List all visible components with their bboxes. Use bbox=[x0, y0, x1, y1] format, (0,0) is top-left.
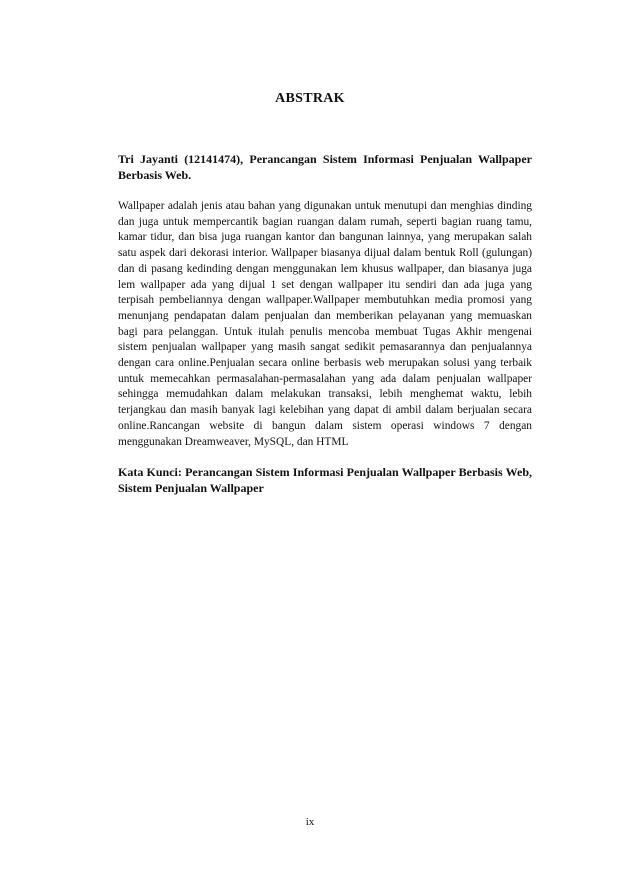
abstract-title: ABSTRAK bbox=[275, 91, 345, 106]
page-number: ix bbox=[305, 816, 315, 828]
keywords: Kata Kunci: Perancangan Sistem Informasi Penjualan Wallpaper Berbasis Web, Sistem Penjualan Wallpaper bbox=[118, 465, 532, 495]
author-title-line: Tri Jayanti (12141474), Perancangan Sistem Informasi Penjualan Wallpaper Berbasis Web. bbox=[118, 152, 532, 182]
abstract-body: Wallpaper adalah jenis atau bahan yang digunakan untuk menutupi dan menghias dinding dan juga untuk mempercantik bagian ruangan dalam rumah, seperti bagian ruang tamu, kamar tidur, dan bisa juga ruangan kantor dan bangunan lainnya, yang merupakan salah satu aspek dari dekorasi interior. Wallpaper biasanya dijual dalam bentuk Roll (gulungan) dan di pasang kedinding dengan menggunakan lem khusus wallpaper, dan biasanya juga lem wallpaper ada yang dijual 1 set dengan wallpaper itu sendiri dan ada juga yang terpisah pembeliannya dengan wallpaper.Wallpaper membutuhkan media promosi yang menunjang pendapatan dalam penjualan dan memberikan pelayanan yang memuaskan bagi para pelanggan. Untuk itulah penulis mencoba membuat Tugas Akhir mengenai sistem penjualan wallpaper yang masih sangat sedikit pemasarannya dan penjualannya dengan cara online.Penjualan secara online berbasis web merupakan solusi yang terbaik untuk memecahkan permasalahan-permasalahan yang ada dalam penjualan wallpaper sehingga memudahkan dalam melakukan transaksi, lebih menghemat waktu, lebih terjangkau dan masih banyak lagi kelebihan yang dapat di ambil dalam berjualan secara online.Rancangan website di bangun dalam sistem operasi windows 7 dengan menggunakan Dreamweaver, MySQL, dan HTML bbox=[118, 200, 532, 448]
